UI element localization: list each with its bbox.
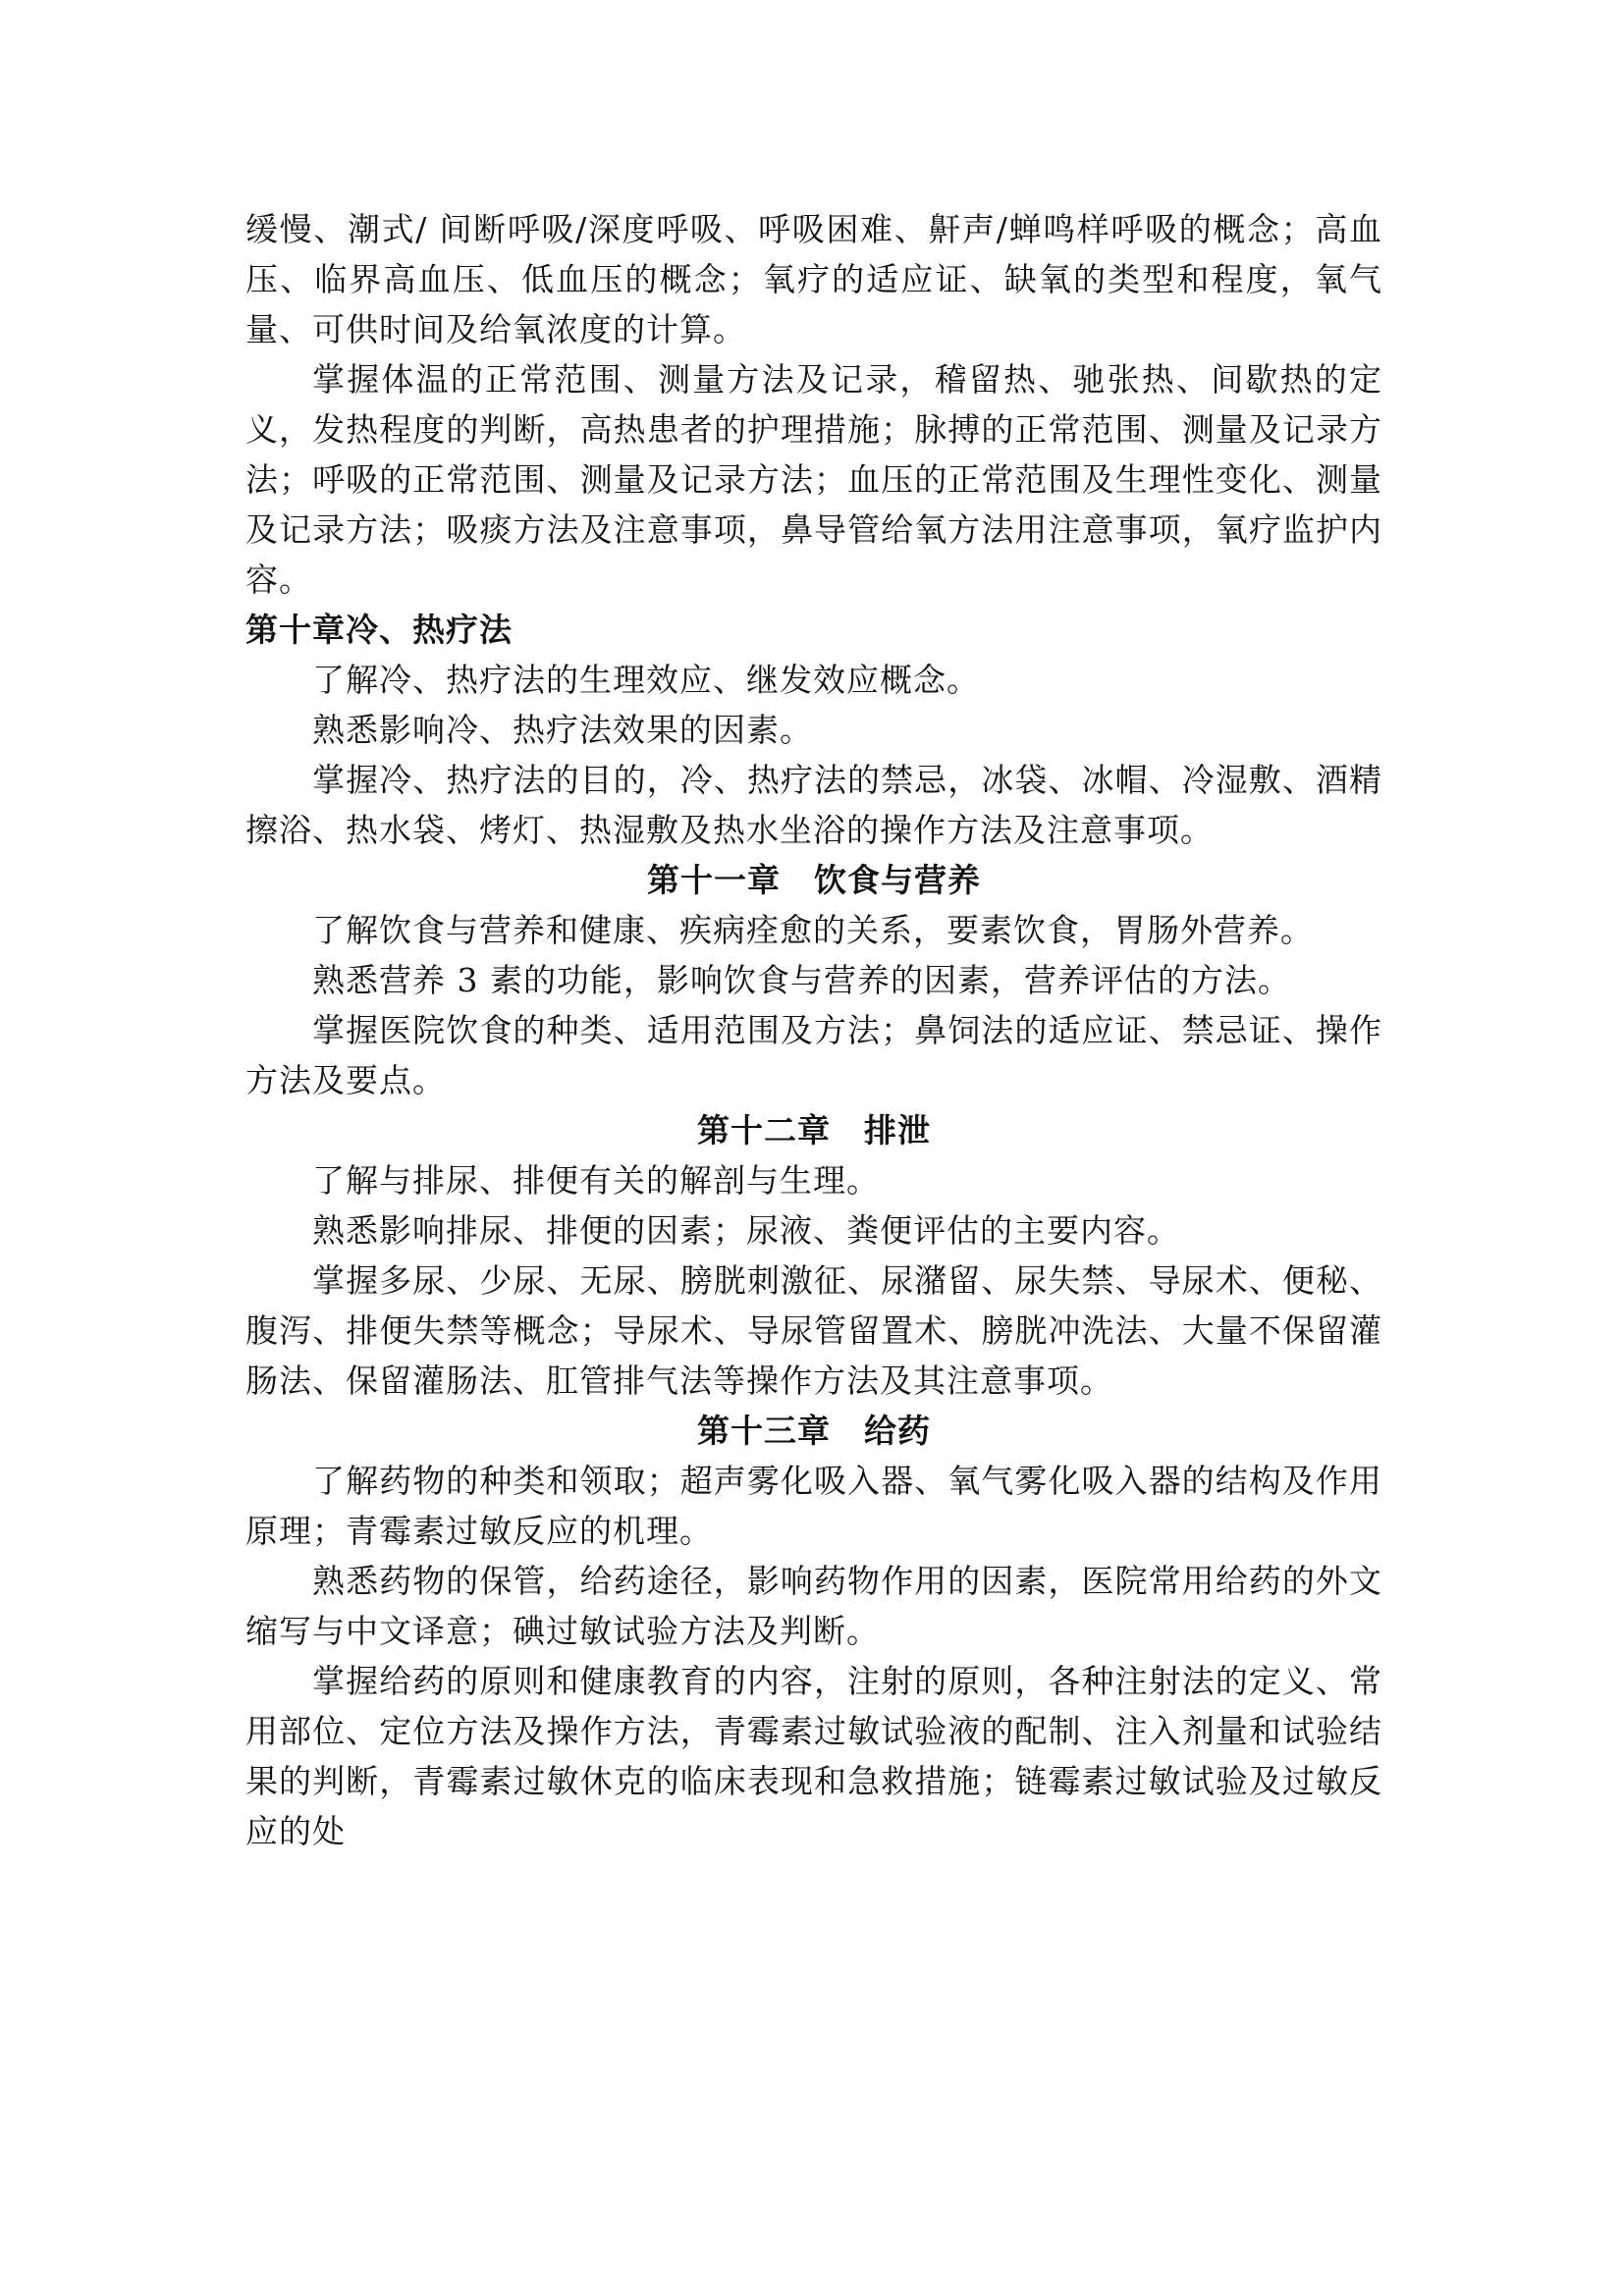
paragraph-ch12-familiar: 熟悉影响排尿、排便的因素；尿液、粪便评估的主要内容。: [312, 1211, 1180, 1250]
paragraph-ch13-familiar: 熟悉药物的保管，给药途径，影响药物作用的因素，医院常用给药的外文缩写与中文译意；碘过敏试验方法及判断。: [245, 1562, 1382, 1650]
document-page: [245, 204, 1382, 1856]
paragraph-ch10-understand: 了解冷、热疗法的生理效应、继发效应概念。: [312, 661, 980, 699]
paragraph-ch11-master: 掌握医院饮食的种类、适用范围及方法；鼻饲法的适应证、禁忌证、操作方法及要点。: [245, 1011, 1382, 1099]
paragraph-ch10-familiar: 熟悉影响冷、热疗法效果的因素。: [312, 711, 813, 749]
paragraph-ch12-understand: 了解与排尿、排便有关的解剖与生理。: [312, 1161, 880, 1200]
paragraph-ch13-understand: 了解药物的种类和领取；超声雾化吸入器、氧气雾化吸入器的结构及作用原理；青霉素过敏反应的机理。: [245, 1462, 1382, 1550]
paragraph-breathing-concepts: 缓慢、潮式/ 间断呼吸/深度呼吸、呼吸困难、鼾声/蝉鸣样呼吸的概念；高血压、临界高血压、低血压的概念；氧疗的适应证、缺氧的类型和程度，氧气量、可供时间及给氧浓度的计算。: [245, 210, 1382, 348]
paragraph-ch11-familiar: 熟悉营养 3 素的功能，影响饮食与营养的因素，营养评估的方法。: [312, 961, 1291, 999]
paragraph-ch13-master: 掌握给药的原则和健康教育的内容，注射的原则，各种注射法的定义、常用部位、定位方法及操作方法，青霉素过敏试验液的配制、注入剂量和试验结果的判断，青霉素过敏休克的临床表现和急救措施；链霉素过敏试验及过敏反应的处: [245, 1662, 1382, 1850]
paragraph-ch12-master: 掌握多尿、少尿、无尿、膀胱刺激征、尿潴留、尿失禁、导尿术、便秘、腹泻、排便失禁等概念；导尿术、导尿管留置术、膀胱冲洗法、大量不保留灌肠法、保留灌肠法、肛管排气法等操作方法及其注意事项。: [245, 1261, 1382, 1400]
chapter-11-heading: 第十一章 饮食与营养: [647, 861, 981, 899]
chapter-13-heading: 第十三章 给药: [697, 1412, 931, 1450]
paragraph-ch10-master: 掌握冷、热疗法的目的，冷、热疗法的禁忌，冰袋、冰帽、冷湿敷、酒精擦浴、热水袋、烤灯、热湿敷及热水坐浴的操作方法及注意事项。: [245, 761, 1382, 849]
paragraph-vital-signs-mastery: 掌握体温的正常范围、测量方法及记录，稽留热、驰张热、间歇热的定义，发热程度的判断，高热患者的护理措施；脉搏的正常范围、测量及记录方法；呼吸的正常范围、测量及记录方法；血压的正常范围及生理性变化、测量及记录方法；吸痰方法及注意事项，鼻导管给氧方法用注意事项，氧疗监护内容。: [245, 360, 1382, 599]
paragraph-ch11-understand: 了解饮食与营养和健康、疾病痊愈的关系，要素饮食，胃肠外营养。: [312, 911, 1314, 949]
chapter-12-heading: 第十二章 排泄: [697, 1111, 931, 1149]
chapter-10-heading: 第十章冷、热疗法: [245, 611, 513, 649]
